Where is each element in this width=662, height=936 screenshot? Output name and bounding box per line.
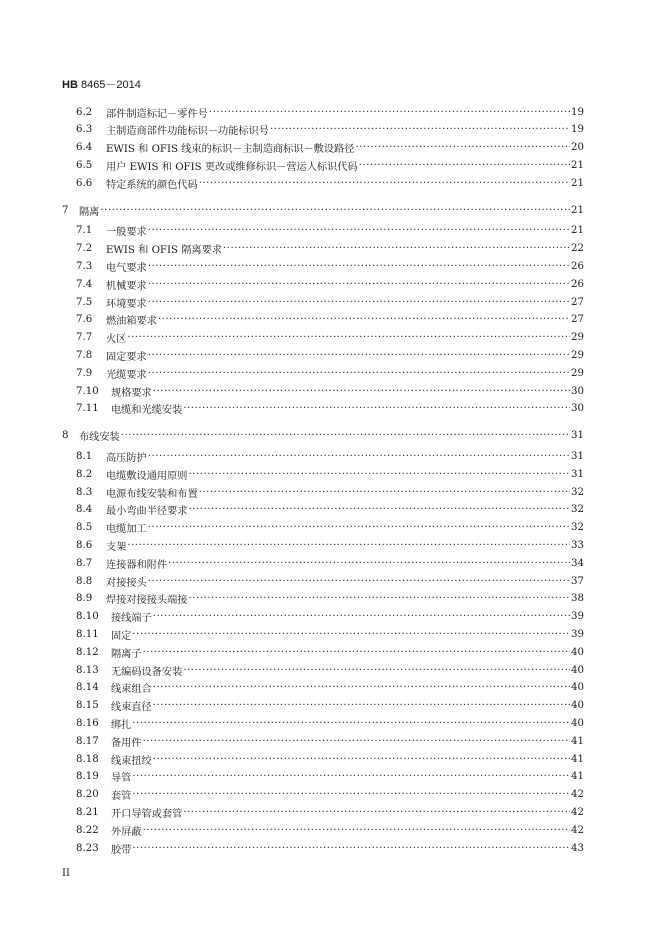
toc-entry[interactable] [62,401,584,417]
toc-entry[interactable] [62,223,584,239]
toc-entry-number: 7 [62,204,69,216]
toc-entry[interactable] [62,241,584,257]
toc-dot-leader [148,350,570,361]
toc-dot-leader [153,611,570,622]
toc-entry[interactable] [62,520,584,536]
toc-entry-number: 8.17 [76,735,99,747]
toc-entry-number: 8.22 [76,824,99,836]
toc-entry-title: EWIS 和 OFIS 隔离要求 [106,245,222,257]
toc-entry-page: 40 [571,700,584,712]
toc-dot-leader [121,430,570,441]
toc-dot-leader [132,718,570,729]
toc-entry[interactable] [62,804,584,820]
toc-entry-page: 42 [571,806,584,818]
toc-dot-leader [153,700,570,711]
toc-entry[interactable] [62,555,584,571]
toc-entry-page: 42 [571,824,584,836]
toc-entry-number: 8.7 [76,557,93,569]
toc-entry-number: 8.2 [76,468,93,480]
toc-entry-title: 线束直径 [111,702,152,714]
toc-entry-number: 8.14 [76,682,99,694]
toc-entry-page: 30 [571,403,584,415]
toc-dot-leader [148,279,570,290]
toc-dot-leader [148,225,570,236]
toc-dot-leader [132,629,570,640]
toc-dot-leader [100,205,570,216]
toc-entry[interactable] [62,312,584,328]
toc-entry[interactable] [62,840,584,856]
toc-entry-page: 30 [571,385,584,397]
toc-entry-title: 特定系统的颜色代码 [106,179,198,191]
toc-entry[interactable] [62,715,584,731]
toc-entry[interactable] [62,822,584,838]
toc-dot-leader [148,522,570,533]
toc-dot-leader [223,243,570,254]
toc-dot-leader [183,403,570,414]
toc-entry-number: 8.13 [76,664,99,676]
toc-entry-title: 焊接对接接头端接 [106,595,188,607]
toc-entry-number: 7.4 [76,278,93,290]
toc-entry-title: 一般要求 [106,227,147,239]
toc-entry-number: 7.9 [76,367,93,379]
toc-dot-leader [148,368,570,379]
toc-entry-number: 7.2 [76,243,93,255]
toc-entry-title: 外屏蔽 [111,826,142,838]
toc-entry-page: 27 [571,296,584,308]
toc-entry-title: 高压防护 [106,452,147,464]
toc-entry-title: 燃油箱要求 [106,316,157,328]
toc-entry-number: 7.10 [76,385,99,397]
toc-dot-leader [153,682,570,693]
toc-entry-number: 8.9 [76,593,93,605]
toc-entry-title: 绑扎 [111,719,132,731]
toc-dot-leader [148,261,570,272]
toc-entry-title: 电缆敷设通用原则 [106,470,188,482]
toc-entry[interactable] [62,202,584,218]
toc-entry-title: 套管 [111,791,132,803]
toc-entry-title: 布线安装 [79,432,120,444]
toc-entry-number: 7.1 [76,225,93,237]
toc-entry[interactable] [62,347,584,363]
toc-entry-title: 电气要求 [106,262,147,274]
toc-entry-page: 39 [571,628,584,640]
toc-entry[interactable] [62,680,584,696]
toc-entry-number: 8.21 [76,806,99,818]
toc-entry-page: 21 [571,225,584,237]
toc-entry-title: 固定要求 [106,351,147,363]
toc-entry[interactable] [62,573,584,589]
toc-entry-title: 线束扭绞 [111,755,152,767]
toc-entry-title: 电源布线安装和布置 [106,488,198,500]
toc-dot-leader [183,665,570,676]
toc-entry-title: 火区 [106,334,127,346]
toc-dot-leader [143,736,570,747]
toc-entry-page: 31 [571,430,584,442]
toc-entry-page: 29 [571,332,584,344]
toc-entry-page: 43 [571,842,584,854]
toc-entry-page: 32 [571,486,584,498]
toc-entry[interactable] [62,662,584,678]
toc-entry[interactable] [62,140,584,156]
toc-dot-leader [127,332,570,343]
toc-entry-number: 8.6 [76,539,93,551]
toc-entry[interactable] [62,294,584,310]
toc-entry-title: 线束组合 [111,684,152,696]
toc-entry-page: 20 [571,142,584,154]
toc-entry[interactable] [62,365,584,381]
toc-entry[interactable] [62,698,584,714]
toc-entry-page: 34 [571,557,584,569]
toc-entry-number: 7.11 [76,403,99,415]
toc-entry-page: 22 [571,243,584,255]
toc-entry-page: 41 [571,771,584,783]
toc-entry-page: 32 [571,522,584,534]
toc-entry-number: 6.6 [76,177,93,189]
toc-entry[interactable] [62,383,584,399]
toc-entry[interactable] [62,428,584,444]
toc-entry-page: 19 [571,106,584,118]
toc-entry-title: 支架 [106,541,127,553]
toc-dot-leader [143,825,570,836]
toc-entry-title: 光缆要求 [106,369,147,381]
toc-dot-leader [189,504,571,515]
toc-entry-title: 隔离子 [111,648,142,660]
toc-entry[interactable] [62,276,584,292]
toc-entry-number: 8.4 [76,504,93,516]
toc-dot-leader [183,807,570,818]
standard-number: 8465－2014 [80,79,141,91]
toc-entry-number: 7.5 [76,296,93,308]
toc-entry-page: 38 [571,593,584,605]
toc-dot-leader [127,540,570,551]
toc-entry[interactable] [62,733,584,749]
toc-entry-title: 环境要求 [106,298,147,310]
toc-entry-title: 电缆加工 [106,524,147,536]
toc-entry-page: 41 [571,735,584,747]
toc-entry-number: 8.19 [76,771,99,783]
toc-dot-leader [132,771,570,782]
toc-entry-title: 无编码设备安装 [111,666,183,678]
toc-entry-page: 19 [571,124,584,136]
toc-entry[interactable] [62,502,584,518]
toc-dot-leader [355,142,570,153]
toc-entry-title: 最小弯曲半径要求 [106,506,188,518]
toc-entry-page: 32 [571,504,584,516]
toc-entry[interactable] [62,466,584,482]
toc-entry-title: 连接器和附件 [106,559,168,571]
toc-entry-number: 7.3 [76,260,93,272]
toc-dot-leader [132,789,570,800]
toc-entry-page: 26 [571,278,584,290]
toc-entry-title: 胶带 [111,844,132,856]
toc-entry-page: 40 [571,682,584,694]
toc-entry-number: 8.1 [76,450,93,462]
toc-entry-page: 33 [571,539,584,551]
toc-entry[interactable] [62,591,584,607]
standard-prefix: HB [62,79,78,91]
toc-entry-number: 6.3 [76,124,93,136]
toc-entry-number: 6.2 [76,106,93,118]
toc-dot-leader [153,754,570,765]
toc-dot-leader [359,160,570,171]
toc-entry-page: 26 [571,260,584,272]
toc-dot-leader [158,314,570,325]
toc-entry[interactable] [62,769,584,785]
toc-dot-leader [209,107,570,118]
toc-entry-page: 37 [571,575,584,587]
toc-entry-number: 8.12 [76,646,99,658]
toc-entry-page: 27 [571,314,584,326]
toc-entry[interactable] [62,751,584,767]
toc-entry[interactable] [62,537,584,553]
document-header [62,76,141,92]
toc-entry-page: 21 [571,159,584,171]
toc-entry[interactable] [62,330,584,346]
toc-dot-leader [189,469,571,480]
toc-entry-title: 对接接头 [106,577,147,589]
toc-entry-page: 29 [571,367,584,379]
toc-entry-title: 主制造商部件功能标识－功能标识号 [106,126,269,138]
toc-entry-number: 6.4 [76,142,93,154]
toc-entry[interactable] [62,122,584,138]
toc-entry-number: 8.20 [76,789,99,801]
toc-entry-page: 40 [571,717,584,729]
toc-entry-number: 8.10 [76,611,99,623]
toc-entry-page: 31 [571,450,584,462]
toc-entry-number: 8.18 [76,753,99,765]
toc-entry-number: 7.6 [76,314,93,326]
toc-entry-title: 导管 [111,773,132,785]
toc-entry-page: 21 [571,177,584,189]
toc-entry[interactable] [62,787,584,803]
toc-dot-leader [143,647,570,658]
toc-entry-number: 8.5 [76,522,93,534]
toc-dot-leader [148,297,570,308]
toc-dot-leader [148,576,570,587]
toc-dot-leader [153,386,570,397]
toc-dot-leader [148,451,570,462]
toc-entry-number: 7.7 [76,332,93,344]
toc-entry-page: 40 [571,646,584,658]
toc-entry-page: 41 [571,753,584,765]
toc-entry-page: 40 [571,664,584,676]
toc-entry-number: 8 [62,430,69,442]
toc-entry-title: 部件制造标记－零件号 [106,108,208,120]
toc-entry-title: 规格要求 [111,387,152,399]
toc-entry[interactable] [62,175,584,191]
toc-entry[interactable] [62,609,584,625]
toc-entry-page: 21 [571,204,584,216]
toc-entry-number: 6.5 [76,159,93,171]
toc-entry-title: 固定 [111,630,132,642]
toc-entry-page: 42 [571,789,584,801]
toc-entry-title: 备用件 [111,737,142,749]
toc-entry[interactable] [62,448,584,464]
toc-entry-page: 29 [571,349,584,361]
toc-entry-number: 7.8 [76,349,93,361]
toc-entry-title: 隔离 [79,206,100,218]
toc-entry-number: 8.3 [76,486,93,498]
toc-entry[interactable] [62,258,584,274]
toc-entry-title: 机械要求 [106,280,147,292]
toc-dot-leader [199,178,570,189]
toc-entry-title: 电缆和光缆安装 [111,405,183,417]
page-number: II [62,868,70,879]
toc-entry-title: 接线端子 [111,613,152,625]
toc-entry-number: 8.16 [76,717,99,729]
toc-entry[interactable] [62,644,584,660]
toc-entry-number: 8.15 [76,700,99,712]
toc-entry[interactable] [62,484,584,500]
toc-entry-number: 8.8 [76,575,93,587]
toc-entry[interactable] [62,626,584,642]
toc-entry-page: 39 [571,611,584,623]
toc-entry[interactable] [62,104,584,120]
toc-entry[interactable] [62,157,584,173]
toc-entry-page: 31 [571,468,584,480]
toc-entry-title: 开口导管或套管 [111,808,183,820]
toc-entry-number: 8.11 [76,628,99,640]
toc-dot-leader [199,487,570,498]
toc-dot-leader [168,558,570,569]
toc-entry-number: 8.23 [76,842,99,854]
toc-entry-title: 用户 EWIS 和 OFIS 更改或维修标识－营运人标识代码 [106,161,358,173]
toc-entry-title: EWIS 和 OFIS 线束的标识－主制造商标识－敷设路径 [106,144,355,156]
toc-dot-leader [270,124,570,135]
toc-dot-leader [132,843,570,854]
toc-dot-leader [189,593,571,604]
